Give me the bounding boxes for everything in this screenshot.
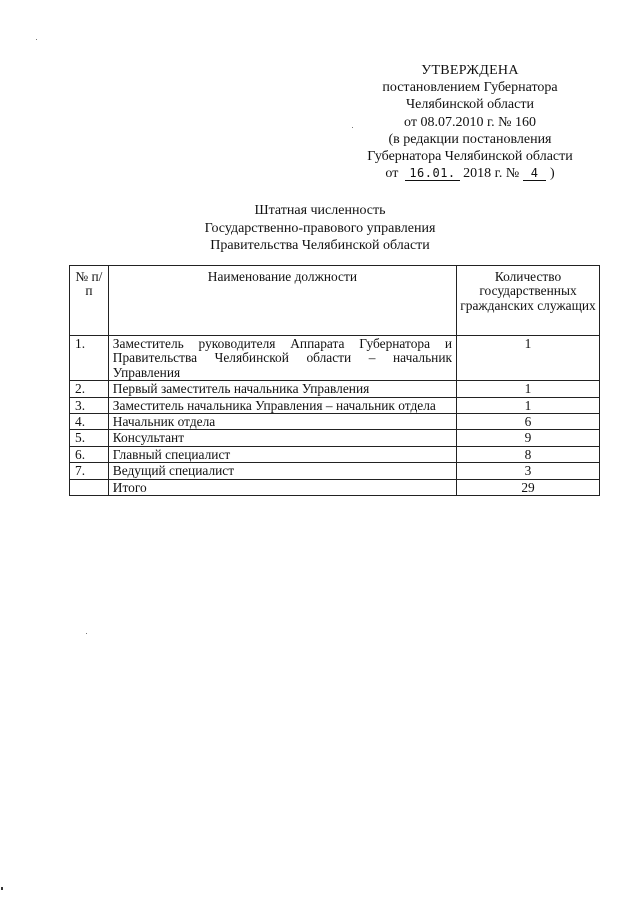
table-row xyxy=(70,446,600,462)
approval-date-value: 16.01. xyxy=(405,167,459,181)
table-row xyxy=(70,397,600,413)
approval-heading: УТВЕРЖДЕНА xyxy=(421,63,519,78)
title-line-1: Штатная численность xyxy=(254,203,386,218)
row-number: 5. xyxy=(70,430,109,446)
row-position: Консультант xyxy=(108,430,456,446)
table-row xyxy=(70,414,600,430)
table-header-row xyxy=(70,266,600,336)
approval-stamp xyxy=(340,62,600,182)
row-count: 9 xyxy=(457,430,600,446)
header-position: Наименование должности xyxy=(108,266,456,336)
row-number: 6. xyxy=(70,446,109,462)
title-line-3: Правительства Челябинской области xyxy=(210,238,430,253)
row-count: 1 xyxy=(457,381,600,397)
row-count: 1 xyxy=(457,336,600,381)
approval-line-4: (в редакции постановления xyxy=(388,131,552,147)
total-count: 29 xyxy=(457,479,600,495)
document-title xyxy=(130,202,510,255)
scan-speck xyxy=(1,887,3,890)
row-count: 1 xyxy=(457,397,600,413)
staff-table xyxy=(69,265,600,496)
row-count: 8 xyxy=(457,446,600,462)
row-number: 4. xyxy=(70,414,109,430)
row-position: Первый заместитель начальника Управления xyxy=(108,381,456,397)
table-row xyxy=(70,336,600,381)
table-row xyxy=(70,381,600,397)
approval-line-5: Губернатора Челябинской области xyxy=(367,149,573,165)
header-number: № п/п xyxy=(70,266,109,336)
row-number: 3. xyxy=(70,397,109,413)
approval-line-3: от 08.07.2010 г. № 160 xyxy=(404,114,536,130)
scan-speck xyxy=(86,633,87,634)
row-count: 3 xyxy=(457,463,600,479)
approval-close-paren: ) xyxy=(549,166,555,182)
approval-date-prefix: от xyxy=(385,166,399,182)
table-total-row xyxy=(70,479,600,495)
row-number: 2. xyxy=(70,381,109,397)
row-position: Заместитель начальника Управления – начальник отдела xyxy=(108,397,456,413)
row-count: 6 xyxy=(457,414,600,430)
approval-date-line xyxy=(340,165,600,182)
total-label: Итого xyxy=(108,479,456,495)
row-position: Начальник отдела xyxy=(108,414,456,430)
row-position: Заместитель руководителя Аппарата Губернатора и Правительства Челябинской области – начальник Управления xyxy=(108,336,456,381)
row-position: Ведущий специалист xyxy=(108,463,456,479)
approval-line-1: постановлением Губернатора xyxy=(382,80,558,96)
scan-speck xyxy=(352,127,353,128)
approval-line-2: Челябинской области xyxy=(406,97,534,113)
title-line-2: Государственно-правового управления xyxy=(204,220,436,236)
total-number xyxy=(70,479,109,495)
approval-number-value: 4 xyxy=(523,167,547,181)
table-row xyxy=(70,430,600,446)
header-count: Количество государственных гражданских служащих xyxy=(457,266,600,336)
row-position: Главный специалист xyxy=(108,446,456,462)
row-number: 7. xyxy=(70,463,109,479)
scan-speck xyxy=(36,39,37,40)
table-row xyxy=(70,463,600,479)
row-number: 1. xyxy=(70,336,109,381)
approval-year-text: 2018 г. № xyxy=(463,166,520,182)
